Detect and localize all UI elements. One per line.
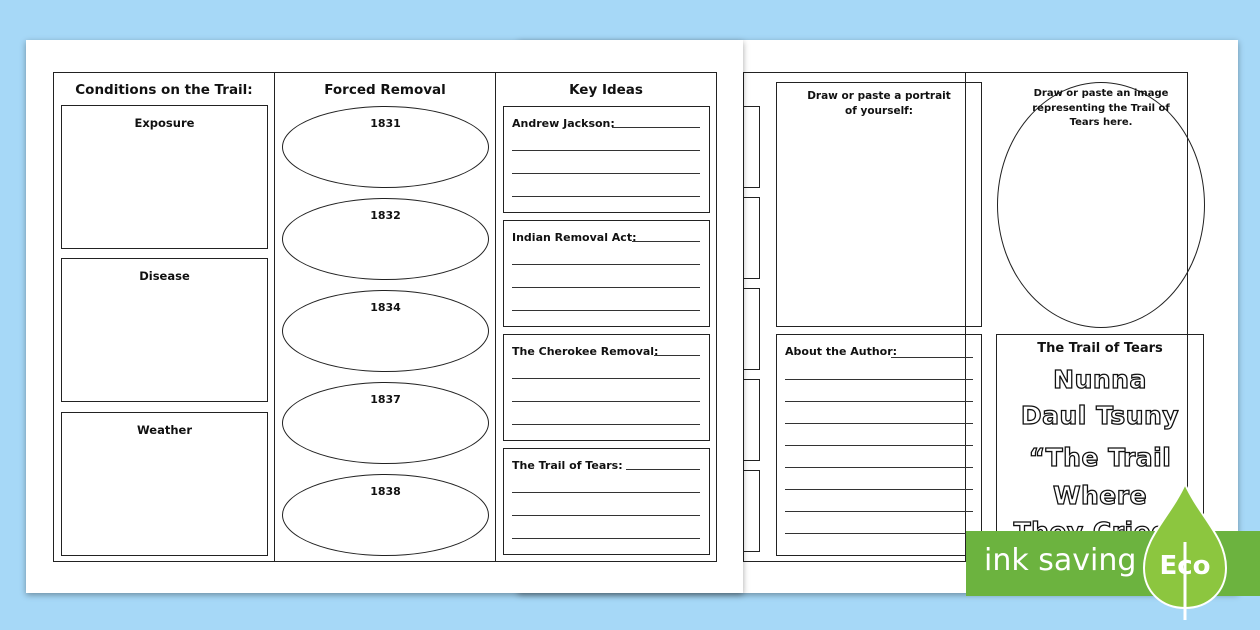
answer-line	[612, 127, 700, 128]
answer-line	[785, 445, 973, 446]
year-label: 1834	[370, 301, 401, 314]
year-label: 1838	[370, 485, 401, 498]
answer-line	[785, 467, 973, 468]
exposure-label: Exposure	[134, 116, 195, 130]
year-oval	[282, 290, 489, 372]
answer-line	[785, 379, 973, 380]
answer-line	[654, 355, 700, 356]
key-ideas-column	[495, 72, 717, 562]
answer-line	[785, 489, 973, 490]
key-idea-box	[503, 220, 710, 327]
answer-line	[512, 538, 700, 539]
answer-line	[512, 150, 700, 151]
front-worksheet-page	[26, 40, 743, 593]
key-idea-box	[503, 334, 710, 441]
hidden-box-stub	[742, 197, 760, 279]
answer-line	[512, 424, 700, 425]
answer-line	[512, 264, 700, 265]
eco-label: Eco	[1159, 551, 1211, 581]
key-ideas-title: Key Ideas	[569, 82, 643, 98]
about-author-label: About the Author:	[785, 345, 898, 358]
about-author-box	[776, 334, 982, 556]
forced-removal-column	[274, 72, 496, 562]
year-oval	[282, 382, 489, 464]
title-line: Nunna	[1053, 365, 1147, 394]
key-idea-label: The Trail of Tears:	[512, 459, 623, 472]
hidden-box-stub	[742, 288, 760, 370]
ink-saving-label: ink saving	[984, 543, 1137, 578]
conditions-column	[53, 72, 275, 562]
disease-label: Disease	[139, 269, 190, 283]
year-oval	[282, 198, 489, 280]
answer-line	[512, 196, 700, 197]
answer-line	[785, 423, 973, 424]
hidden-box-stub	[742, 379, 760, 461]
answer-line	[512, 173, 700, 174]
answer-line	[512, 401, 700, 402]
disease-box	[61, 258, 268, 402]
forced-removal-title: Forced Removal	[324, 82, 446, 98]
answer-line	[626, 469, 700, 470]
title-line: Daul Tsuny	[1020, 401, 1180, 430]
answer-line	[512, 310, 700, 311]
key-idea-label: The Cherokee Removal:	[512, 345, 659, 358]
year-oval	[282, 106, 489, 188]
portrait-prompt: Draw or paste a portrait of yourself:	[807, 90, 951, 117]
answer-line	[891, 357, 973, 358]
title-line: Where	[1052, 481, 1148, 510]
answer-line	[512, 492, 700, 493]
year-label: 1831	[370, 117, 401, 130]
trail-title-heading: The Trail of Tears	[1037, 341, 1163, 356]
year-label: 1832	[370, 209, 401, 222]
title-line: “The Trail	[1028, 443, 1172, 472]
key-idea-label: Indian Removal Act:	[512, 231, 637, 244]
image-prompt: Draw or paste an image representing the Trail of Tears here.	[1032, 88, 1170, 128]
key-idea-box	[503, 106, 710, 213]
key-idea-label: Andrew Jackson:	[512, 117, 615, 130]
year-oval	[282, 474, 489, 556]
hidden-box-stub	[742, 106, 760, 188]
answer-line	[785, 511, 973, 512]
answer-line	[785, 401, 973, 402]
conditions-title: Conditions on the Trail:	[75, 82, 253, 98]
answer-line	[512, 515, 700, 516]
weather-box	[61, 412, 268, 556]
portrait-box	[776, 82, 982, 327]
exposure-box	[61, 105, 268, 249]
weather-label: Weather	[137, 423, 192, 437]
answer-line	[512, 287, 700, 288]
year-label: 1837	[370, 393, 401, 406]
answer-line	[632, 241, 700, 242]
answer-line	[785, 533, 973, 534]
key-idea-box	[503, 448, 710, 555]
answer-line	[512, 378, 700, 379]
trail-image-oval	[997, 82, 1205, 328]
hidden-box-stub	[742, 470, 760, 552]
eco-leaf-icon	[1142, 482, 1228, 622]
